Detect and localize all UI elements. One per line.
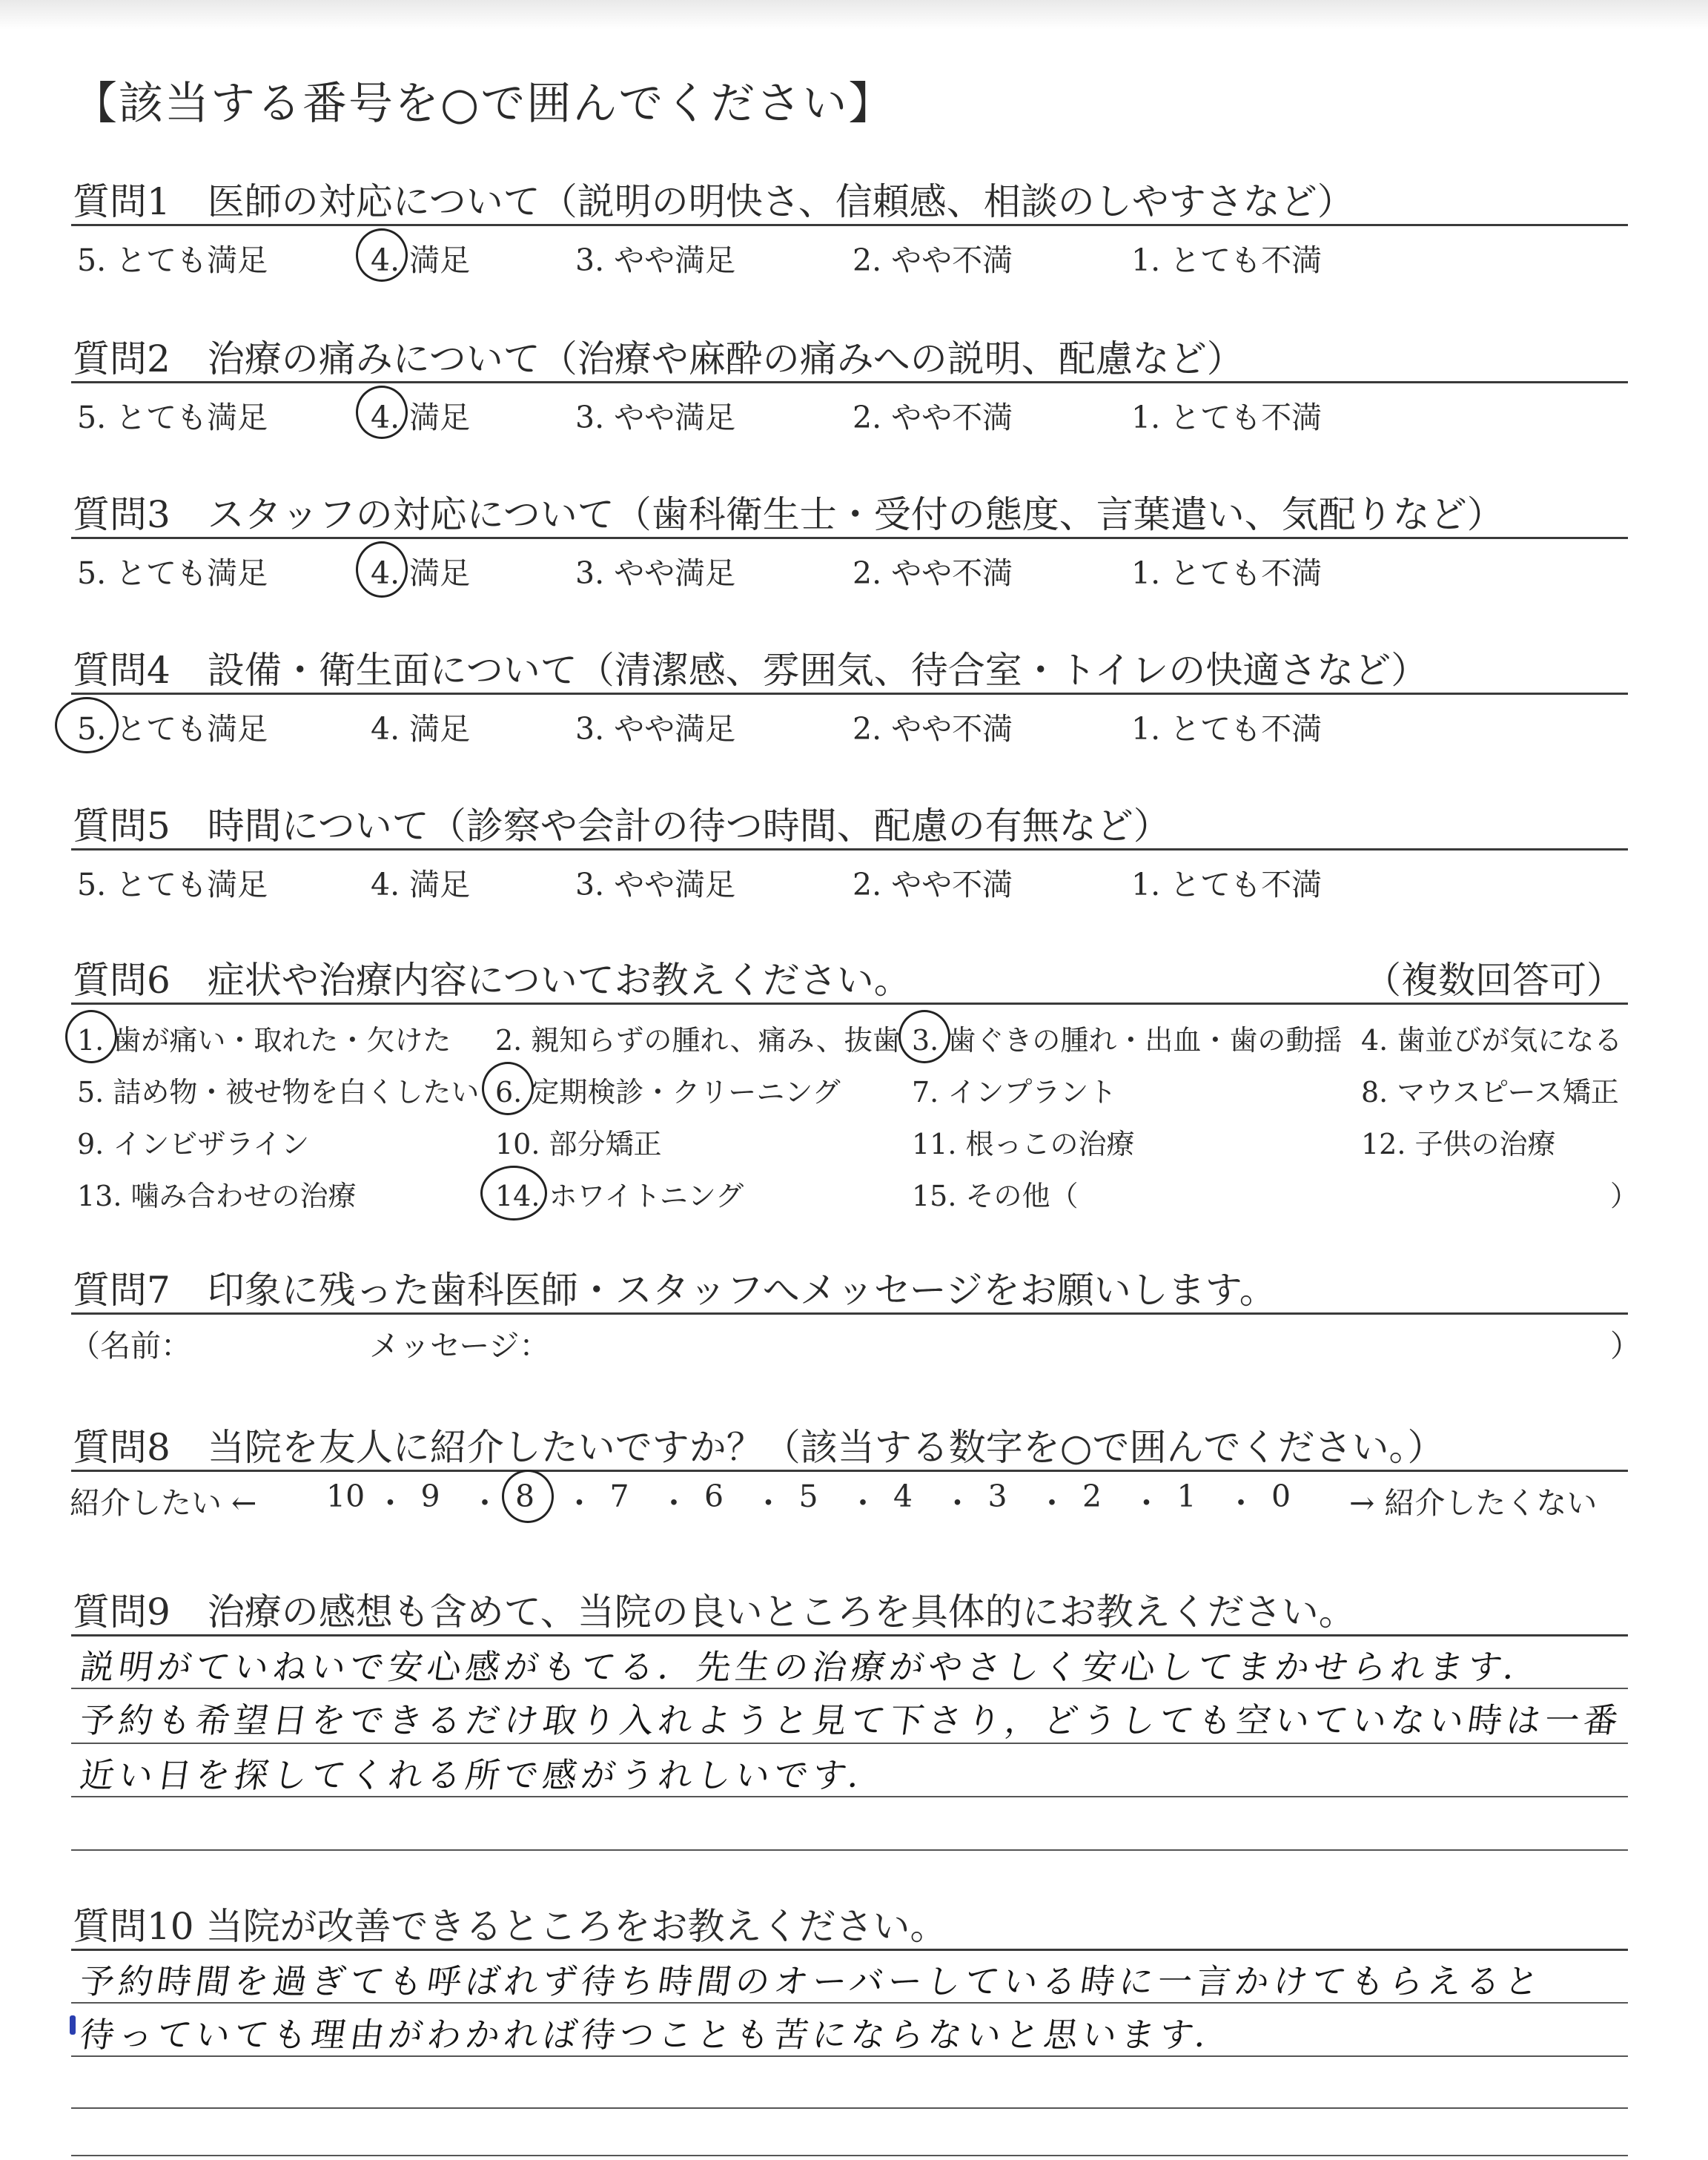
q10-answer-line-1: 予約時間を過ぎても呼ばれず待ち時間のオーバーしている時に一言かけてもらえると: [77, 1961, 1546, 2001]
q8-scale-2[interactable]: 2: [1082, 1479, 1102, 1514]
question-9-title: 質問9 治療の感想も含めて、当院の良いところを具体的にお教えください。: [73, 1591, 1356, 1634]
question-5-rule: [71, 848, 1628, 851]
scan-edge: [0, 0, 1708, 30]
q2-option-2[interactable]: 2. やや不満: [853, 400, 1013, 435]
q10-writing-line-4: [71, 2155, 1628, 2156]
q8-right-label: → 紹介したくない: [1349, 1485, 1598, 1521]
q6-option-8[interactable]: 8. マウスピース矯正: [1361, 1076, 1619, 1109]
q5-option-2[interactable]: 2. やや不満: [853, 867, 1013, 902]
question-4-rule: [71, 693, 1628, 695]
q6-option-6[interactable]: 6. 定期検診・クリーニング: [495, 1076, 841, 1109]
q9-answer-line-2: 予約も希望日をできるだけ取り入れようと見て下さり，どうしても空いていない時は一番: [77, 1700, 1626, 1740]
q4-selection-circle: [55, 697, 119, 753]
question-6-rule: [71, 1003, 1628, 1005]
q6-option-2[interactable]: 2. 親知らずの腫れ、痛み、抜歯: [495, 1024, 901, 1057]
q6-option-11[interactable]: 11. 根っこの治療: [912, 1128, 1135, 1160]
q8-scale-separator: ・: [375, 1485, 406, 1521]
q6-option-4[interactable]: 4. 歯並びが気になる: [1361, 1024, 1623, 1057]
q10-writing-line-1: [71, 2002, 1628, 2004]
q4-option-4[interactable]: 4. 満足: [371, 711, 471, 747]
question-3-rule: [71, 537, 1628, 539]
q8-scale-separator: ・: [564, 1485, 595, 1521]
q1-option-4[interactable]: 4. 満足: [371, 242, 471, 278]
q4-option-1[interactable]: 1. とても不満: [1131, 711, 1323, 747]
question-3-title: 質問3 スタッフの対応について（歯科衛生士・受付の態度、言葉遣い、気配りなど）: [73, 493, 1504, 536]
q4-option-2[interactable]: 2. やや不満: [853, 711, 1013, 747]
q2-selection-circle: [356, 386, 408, 439]
q6-option-13[interactable]: 13. 噛み合わせの治療: [77, 1180, 357, 1212]
q5-option-4[interactable]: 4. 満足: [371, 867, 471, 902]
q3-option-5[interactable]: 5. とても満足: [77, 555, 268, 591]
q3-option-4[interactable]: 4. 満足: [371, 555, 471, 591]
q6-selection-circle-14: [480, 1166, 547, 1221]
q1-option-1[interactable]: 1. とても不満: [1131, 242, 1323, 278]
q10-answer-line-2: 待っていても理由がわかれば待つことも苦にならないと思います．: [77, 2015, 1237, 2055]
q6-option-14[interactable]: 14. ホワイトニング: [495, 1180, 744, 1212]
q6-option-3[interactable]: 3. 歯ぐきの腫れ・出血・歯の動揺: [912, 1024, 1343, 1057]
question-1-title: 質問1 医師の対応について（説明の明快さ、信頼感、相談のしやすさなど）: [73, 180, 1354, 223]
q3-option-1[interactable]: 1. とても不満: [1131, 555, 1323, 591]
q8-scale-separator: ・: [753, 1485, 784, 1521]
q8-scale-separator: ・: [942, 1485, 973, 1521]
q8-scale-0[interactable]: 0: [1271, 1479, 1291, 1514]
question-1-rule: [71, 224, 1628, 226]
q9-answer-line-1: 説明がていねいで安心感がもてる．先生の治療がやさしく安心してまかせられます．: [77, 1647, 1546, 1687]
question-7-title: 質問7 印象に残った歯科医師・スタッフへメッセージをお願いします。: [73, 1269, 1277, 1312]
question-8-rule: [71, 1470, 1628, 1472]
q2-option-5[interactable]: 5. とても満足: [77, 400, 268, 435]
q8-scale-separator: ・: [1131, 1485, 1162, 1521]
ink-mark: [70, 2015, 76, 2035]
q8-scale-8[interactable]: 8: [515, 1479, 535, 1514]
page-header: 【該当する番号を○で囲んでください】: [73, 78, 895, 130]
question-10-title: 質問10 当院が改善できるところをお教えください。: [73, 1905, 947, 1948]
q8-scale-10[interactable]: 10: [326, 1479, 365, 1514]
q2-option-4[interactable]: 4. 満足: [371, 400, 471, 435]
q8-scale-4[interactable]: 4: [893, 1479, 913, 1514]
q10-writing-line-2: [71, 2055, 1628, 2057]
q8-scale-6[interactable]: 6: [704, 1479, 724, 1514]
q6-option-10[interactable]: 10. 部分矯正: [495, 1128, 662, 1160]
question-6-note: （複数回答可）: [1364, 959, 1623, 1002]
q6-option-15[interactable]: 15. その他（: [912, 1180, 1079, 1212]
q6-option-5[interactable]: 5. 詰め物・被せ物を白くしたい: [77, 1076, 480, 1109]
question-10-rule: [71, 1949, 1628, 1951]
q3-option-2[interactable]: 2. やや不満: [853, 555, 1013, 591]
question-5-title: 質問5 時間について（診察や会計の待つ時間、配慮の有無など）: [73, 805, 1171, 848]
q8-scale-separator: ・: [847, 1485, 878, 1521]
q9-writing-line-3: [71, 1796, 1628, 1797]
q5-option-3[interactable]: 3. やや満足: [575, 867, 736, 902]
q1-option-5[interactable]: 5. とても満足: [77, 242, 268, 278]
q8-scale-separator: ・: [658, 1485, 689, 1521]
q7-name-label: （名前：: [70, 1328, 191, 1364]
q5-option-5[interactable]: 5. とても満足: [77, 867, 268, 902]
q7-message-label: メッセージ：: [369, 1328, 550, 1364]
q8-scale-1[interactable]: 1: [1176, 1479, 1196, 1514]
q7-close-paren: ）: [1610, 1328, 1641, 1364]
q10-writing-line-3: [71, 2107, 1628, 2109]
q3-option-3[interactable]: 3. やや満足: [575, 555, 736, 591]
q1-option-3[interactable]: 3. やや満足: [575, 242, 736, 278]
q2-option-3[interactable]: 3. やや満足: [575, 400, 736, 435]
q8-selection-circle: [502, 1470, 554, 1523]
question-2-title: 質問2 治療の痛みについて（治療や麻酔の痛みへの説明、配慮など）: [73, 337, 1244, 380]
q8-scale-5[interactable]: 5: [798, 1479, 818, 1514]
question-2-rule: [71, 381, 1628, 383]
q6-selection-circle-3: [898, 1010, 950, 1063]
q6-option-7[interactable]: 7. インプラント: [912, 1076, 1117, 1109]
question-9-rule: [71, 1634, 1628, 1636]
q8-scale-separator: ・: [469, 1485, 500, 1521]
question-7-rule: [71, 1312, 1628, 1315]
q9-writing-line-4: [71, 1849, 1628, 1851]
q5-option-1[interactable]: 1. とても不満: [1131, 867, 1323, 902]
q9-writing-line-1: [71, 1688, 1628, 1689]
q8-scale-9[interactable]: 9: [420, 1479, 440, 1514]
q6-option-12[interactable]: 12. 子供の治療: [1361, 1128, 1556, 1160]
q3-selection-circle: [356, 541, 408, 598]
question-8-title: 質問8 当院を友人に紹介したいですか？（該当する数字を○で囲んでください。）: [73, 1426, 1445, 1469]
q2-option-1[interactable]: 1. とても不満: [1131, 400, 1323, 435]
q6-option-9[interactable]: 9. インビザライン: [77, 1128, 310, 1160]
q8-left-label: 紹介したい ←: [70, 1485, 257, 1521]
q4-option-3[interactable]: 3. やや満足: [575, 711, 736, 747]
q1-selection-circle: [356, 228, 408, 282]
q6-option-1[interactable]: 1. 歯が痛い・取れた・欠けた: [77, 1024, 451, 1057]
question-6-title: 質問6 症状や治療内容についてお教えください。: [73, 959, 911, 1002]
q6-selection-circle-1: [65, 1010, 117, 1063]
q9-answer-line-3: 近い日を探してくれる所で感がうれしいです．: [77, 1755, 890, 1795]
q6-selection-circle-6: [482, 1062, 534, 1115]
q9-writing-line-2: [71, 1743, 1628, 1744]
q8-scale-7[interactable]: 7: [609, 1479, 629, 1514]
q8-scale-separator: ・: [1036, 1485, 1068, 1521]
q4-option-5[interactable]: 5. とても満足: [77, 711, 268, 747]
q8-scale-3[interactable]: 3: [987, 1479, 1007, 1514]
q6-other-close: ）: [1610, 1180, 1639, 1212]
question-4-title: 質問4 設備・衛生面について（清潔感、雰囲気、待合室・トイレの快適さなど）: [73, 649, 1429, 692]
q8-scale-separator: ・: [1225, 1485, 1257, 1521]
q1-option-2[interactable]: 2. やや不満: [853, 242, 1013, 278]
